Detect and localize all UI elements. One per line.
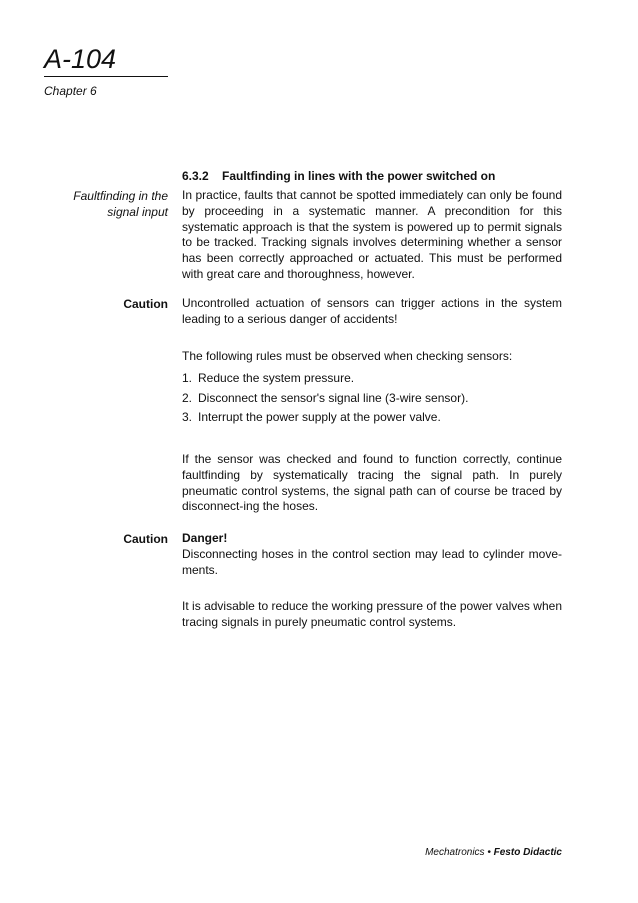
section-heading xyxy=(182,169,495,183)
list-item xyxy=(182,409,562,425)
after-rules-paragraph: If the sensor was checked and found to function correctly, continue faultfinding by systematically tracing the signal path. In purely pneumatic control systems, the signal path can of course be traced by disconnect-ing the hoses. xyxy=(182,452,562,514)
section-title: Faultfinding in lines with the power switched on xyxy=(222,169,496,183)
header-rule xyxy=(44,76,168,77)
list-number: 1. xyxy=(182,371,193,385)
footer xyxy=(425,847,562,858)
bullet-icon: • xyxy=(487,847,491,858)
list-text: Interrupt the power supply at the power valve. xyxy=(198,410,441,424)
list-number: 3. xyxy=(182,410,193,424)
caution-paragraph-1: Uncontrolled actuation of sensors can trigger actions in the system leading to a serious danger of accidents! xyxy=(182,296,562,326)
section-number: 6.3.2 xyxy=(182,169,209,183)
list-number: 2. xyxy=(182,391,193,405)
footer-brand: Festo Didactic xyxy=(493,847,562,858)
rules-intro: The following rules must be observed when checking sensors: xyxy=(182,349,513,363)
margin-note-line2: signal input xyxy=(107,205,168,219)
list-item xyxy=(182,370,562,386)
margin-note-line1: Faultfinding in the xyxy=(73,189,168,203)
danger-heading: Danger! xyxy=(182,531,228,545)
list-text: Reduce the system pressure. xyxy=(198,371,355,385)
chapter-label: Chapter 6 xyxy=(44,84,97,98)
intro-paragraph: In practice, faults that cannot be spotted immediately can only be found by proceeding in a systematic manner. A precondition for this systematic approach is that the system is powered up to permit signals to be tracked. Tracking signals involves determining whether a sensor has been correctly approached or actuated. This must be performed with great care and thoroughness, however. xyxy=(182,188,562,281)
list-text: Disconnect the sensor's signal line (3-wire sensor). xyxy=(198,391,469,405)
page-number: A-104 xyxy=(44,44,117,74)
caution-label-1: Caution xyxy=(123,297,168,311)
margin-note xyxy=(73,188,168,220)
caution-label-2: Caution xyxy=(123,532,168,546)
footer-prefix: Mechatronics xyxy=(425,847,485,858)
list-item xyxy=(182,390,562,406)
danger-text: Disconnecting hoses in the control section may lead to cylinder move-ments. xyxy=(182,546,562,577)
advice-paragraph: It is advisable to reduce the working pressure of the power valves when tracing signals in purely pneumatic control systems. xyxy=(182,599,562,629)
danger-block xyxy=(182,531,562,578)
